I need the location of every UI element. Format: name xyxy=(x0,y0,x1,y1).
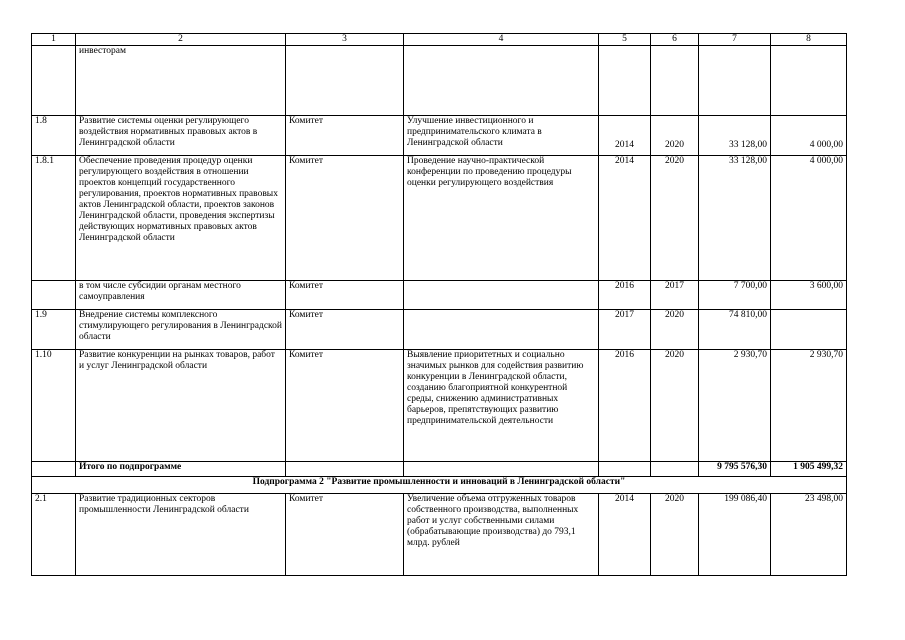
item-number: 1.8 xyxy=(32,116,76,156)
total-amount: 33 128,00 xyxy=(699,116,771,156)
table-row xyxy=(32,310,847,350)
year-end: 2020 xyxy=(651,350,699,462)
item-name: Внедрение системы комплексного стимулирующего регулирования в Ленинградской области xyxy=(76,310,286,350)
responsible xyxy=(286,46,404,116)
subprogram-title: Подпрограмма 2 "Развитие промышленности и инноваций в Ленинградской области" xyxy=(32,477,847,494)
expected-result: Улучшение инвестиционного и предпринимательского климата в Ленинградской области xyxy=(404,116,599,156)
total-amount xyxy=(699,46,771,116)
item-name: в том числе субсидии органам местного самоуправления xyxy=(76,281,286,310)
item-number: 1.8.1 xyxy=(32,156,76,281)
year-start: 2017 xyxy=(599,310,651,350)
year-amount: 2 930,70 xyxy=(771,350,847,462)
year-amount xyxy=(771,310,847,350)
responsible xyxy=(286,462,404,477)
expected-result xyxy=(404,46,599,116)
subprogram-row xyxy=(32,477,847,494)
expected-result xyxy=(404,310,599,350)
header-row xyxy=(32,34,847,46)
col-header: 4 xyxy=(404,34,599,46)
table-row xyxy=(32,350,847,462)
item-number xyxy=(32,46,76,116)
table-row xyxy=(32,46,847,116)
year-amount xyxy=(771,46,847,116)
year-amount: 4 000,00 xyxy=(771,156,847,281)
total-amount: 9 795 576,30 xyxy=(699,462,771,477)
year-end xyxy=(651,462,699,477)
total-label: Итого по подпрограмме xyxy=(76,462,286,477)
responsible: Комитет xyxy=(286,156,404,281)
item-name: Развитие системы оценки регулирующего воздействия нормативных правовых актов в Ленинградской области xyxy=(76,116,286,156)
year-end: 2020 xyxy=(651,156,699,281)
year-start xyxy=(599,46,651,116)
responsible: Комитет xyxy=(286,494,404,576)
item-name: Развитие традиционных секторов промышленности Ленинградской области xyxy=(76,494,286,576)
expected-result xyxy=(404,462,599,477)
col-header: 5 xyxy=(599,34,651,46)
year-amount: 3 600,00 xyxy=(771,281,847,310)
total-amount: 199 086,40 xyxy=(699,494,771,576)
program-table xyxy=(31,33,847,576)
expected-result: Увеличение объема отгруженных товаров собственного производства, выполненных работ и услуг собственными силами (обрабатывающие производства) до 793,1 млрд. рублей xyxy=(404,494,599,576)
item-number: 1.9 xyxy=(32,310,76,350)
responsible: Комитет xyxy=(286,310,404,350)
col-header: 1 xyxy=(32,34,76,46)
year-start xyxy=(599,462,651,477)
year-amount: 23 498,00 xyxy=(771,494,847,576)
responsible: Комитет xyxy=(286,281,404,310)
expected-result: Выявление приоритетных и социально значимых рынков для содействия развитию конкуренции в Ленинградской области, созданию благоприятной конкурентной среды, снижению административных барьеров, препятствующих развитию предпринимательской деятельности xyxy=(404,350,599,462)
year-start: 2014 xyxy=(599,494,651,576)
col-header: 8 xyxy=(771,34,847,46)
total-amount: 74 810,00 xyxy=(699,310,771,350)
year-amount: 4 000,00 xyxy=(771,116,847,156)
year-start: 2014 xyxy=(599,116,651,156)
year-end: 2020 xyxy=(651,116,699,156)
item-number: 2.1 xyxy=(32,494,76,576)
item-number xyxy=(32,281,76,310)
year-start: 2014 xyxy=(599,156,651,281)
year-start: 2016 xyxy=(599,350,651,462)
year-end xyxy=(651,46,699,116)
table-row xyxy=(32,281,847,310)
item-name: Обеспечение проведения процедур оценки регулирующего воздействия в отношении проектов концепций государственного регулирования, проектов нормативных правовых актов Ленинградской области, проектов законов Ленинградской области, проведения экспертизы действующих нормативных правовых актов Ленинградской области xyxy=(76,156,286,281)
item-number xyxy=(32,462,76,477)
expected-result xyxy=(404,281,599,310)
table-row xyxy=(32,494,847,576)
item-number: 1.10 xyxy=(32,350,76,462)
table-row xyxy=(32,116,847,156)
year-amount: 1 905 499,32 xyxy=(771,462,847,477)
item-name: Развитие конкуренции на рынках товаров, работ и услуг Ленинградской области xyxy=(76,350,286,462)
year-end: 2020 xyxy=(651,310,699,350)
year-start: 2016 xyxy=(599,281,651,310)
col-header: 7 xyxy=(699,34,771,46)
table-row xyxy=(32,156,847,281)
col-header: 6 xyxy=(651,34,699,46)
item-name: инвесторам xyxy=(76,46,286,116)
total-amount: 7 700,00 xyxy=(699,281,771,310)
total-amount: 2 930,70 xyxy=(699,350,771,462)
year-end: 2017 xyxy=(651,281,699,310)
year-end: 2020 xyxy=(651,494,699,576)
col-header: 3 xyxy=(286,34,404,46)
expected-result: Проведение научно-практической конференции по проведению процедуры оценки регулирующего воздействия xyxy=(404,156,599,281)
responsible: Комитет xyxy=(286,350,404,462)
col-header: 2 xyxy=(76,34,286,46)
responsible: Комитет xyxy=(286,116,404,156)
total-row xyxy=(32,462,847,477)
total-amount: 33 128,00 xyxy=(699,156,771,281)
